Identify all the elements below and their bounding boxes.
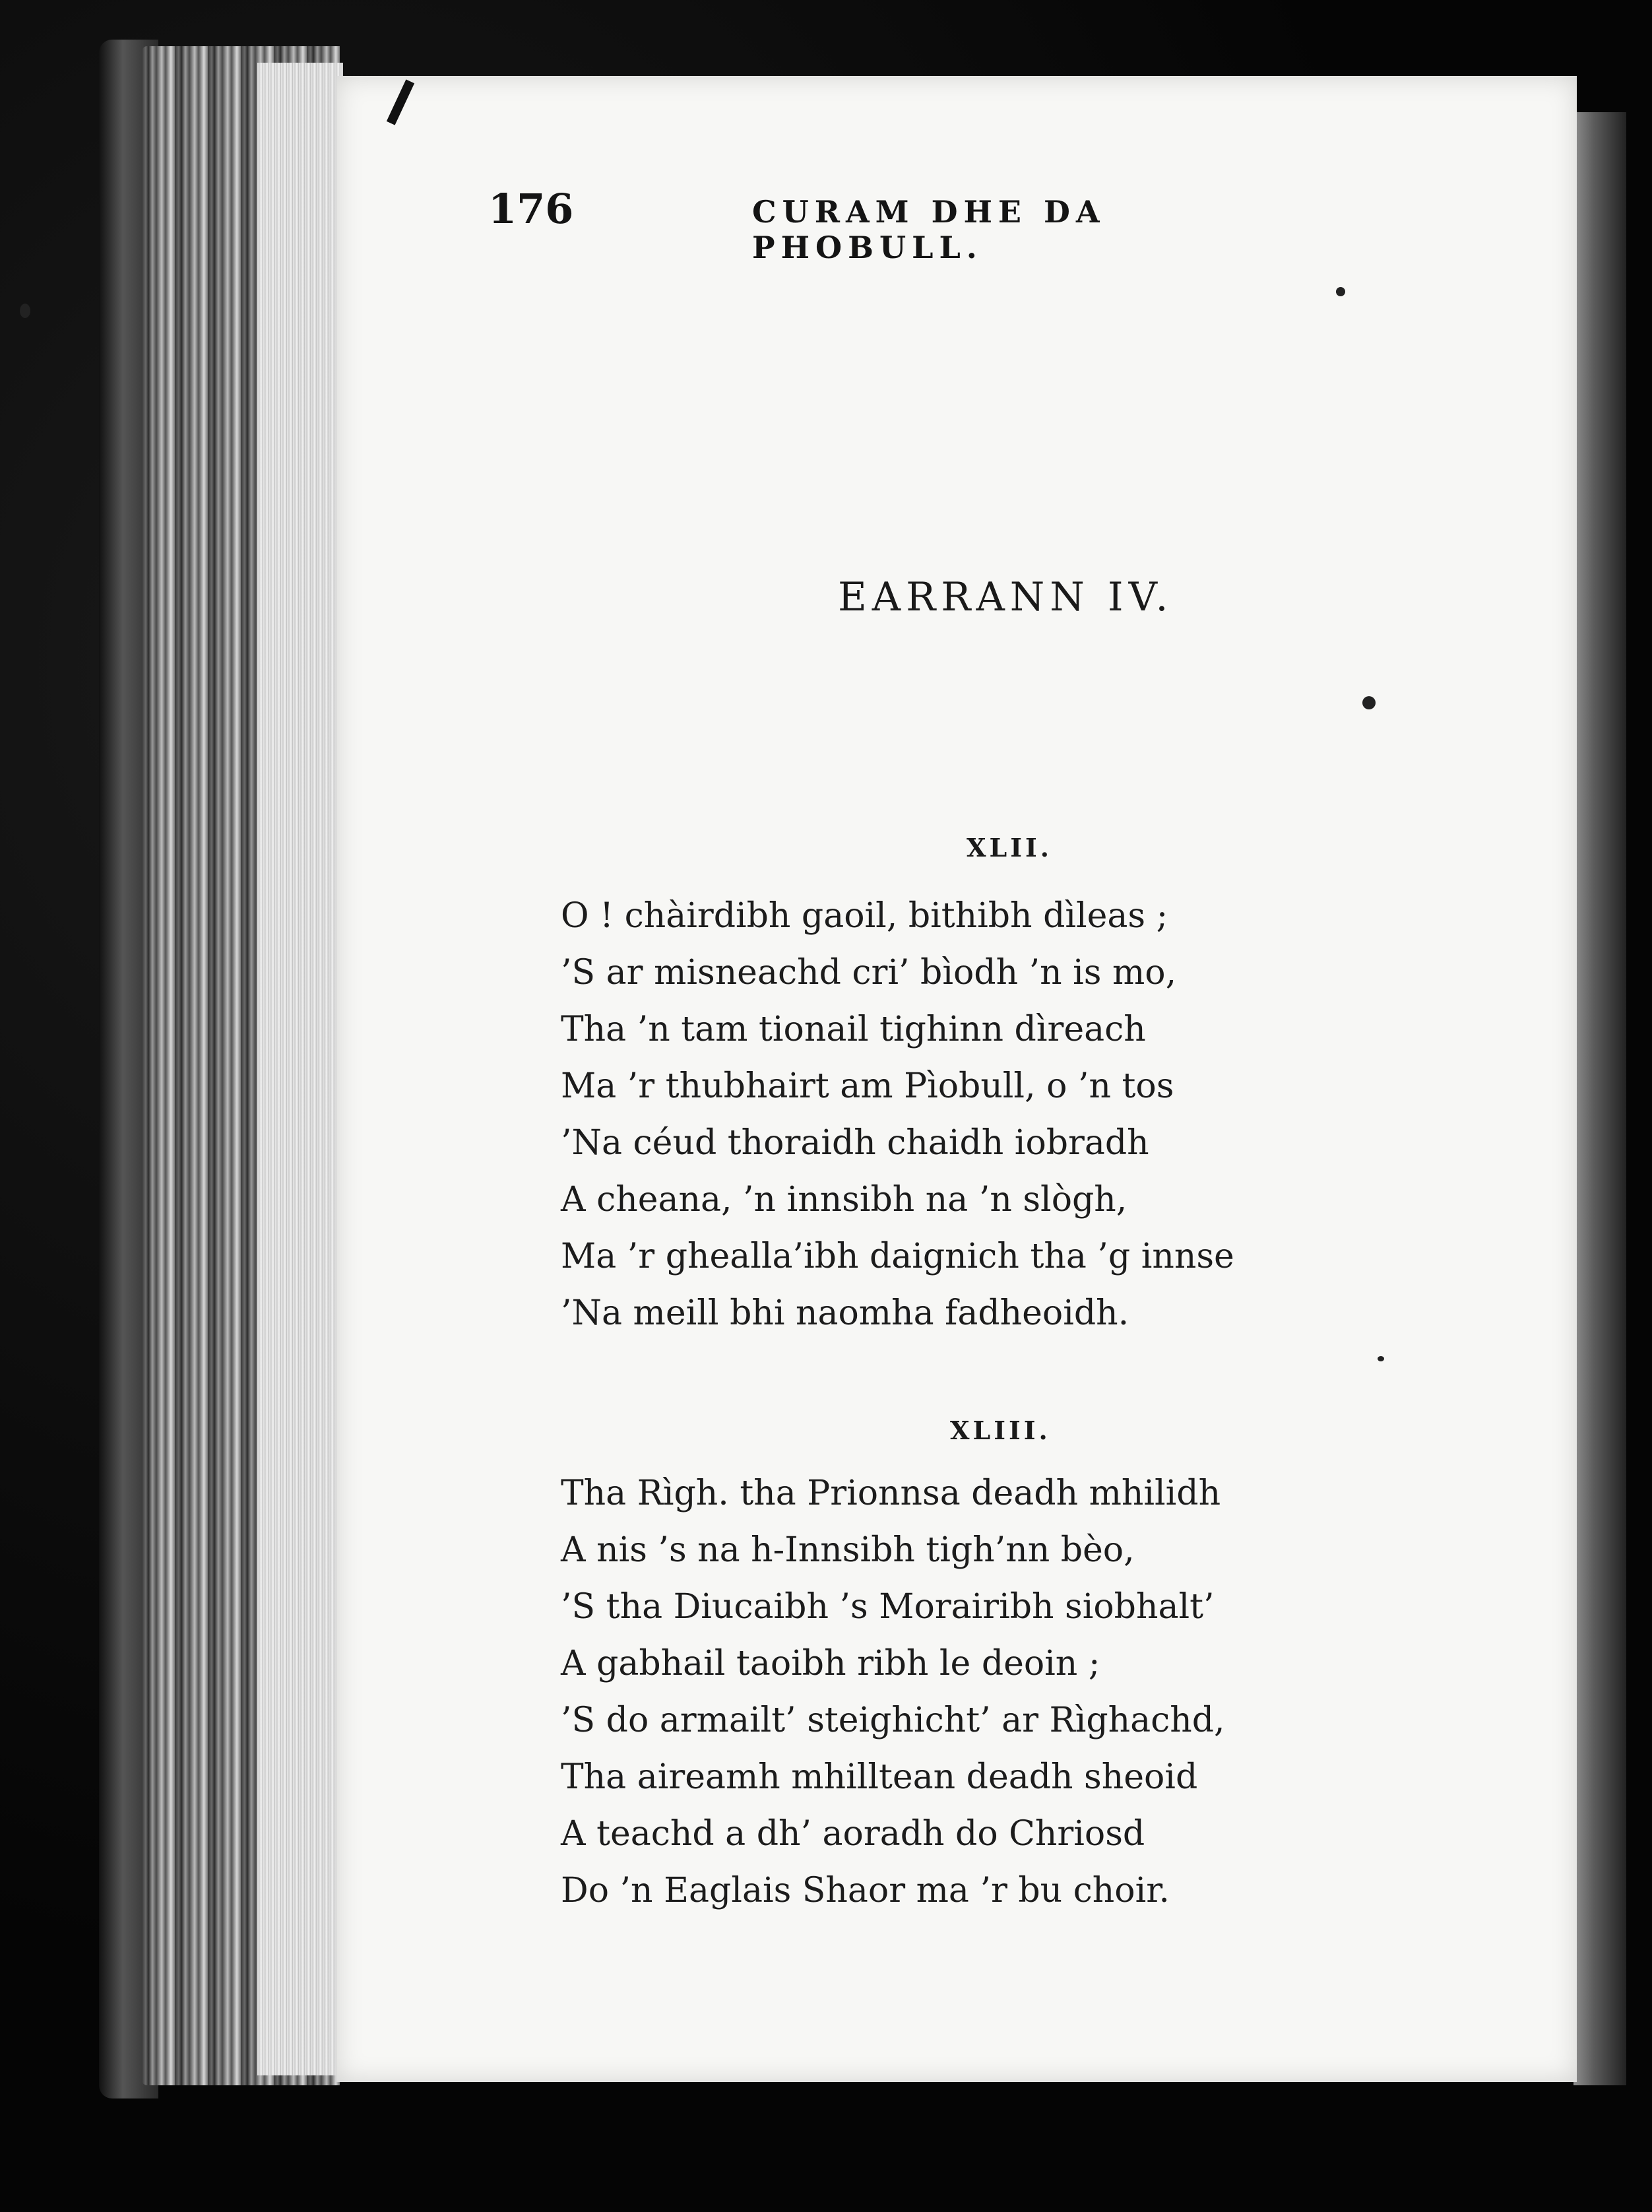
verse-line: Ma ’r thubhairt am Pìobull, o ’n tos (561, 1066, 1174, 1106)
stanza-number: XLIII. (950, 1415, 1051, 1445)
verse-line: ’S do armailt’ steighicht’ ar Rìghachd, (561, 1701, 1225, 1740)
page-edges-inner (257, 63, 343, 2075)
verse-line: Tha aireamh mhilltean deadh sheoid (561, 1757, 1198, 1797)
speck (20, 304, 30, 318)
verse-line: Tha ’n tam tionail tighinn dìreach (561, 1010, 1146, 1049)
running-title: CURAM DHE DA PHOBULL. (752, 194, 1106, 265)
verse-line: ’S ar misneachd cri’ bìodh ’n is mo, (561, 953, 1177, 992)
stanza-number: XLII. (967, 833, 1052, 862)
page-number: 176 (488, 185, 574, 233)
verse-line: ’Na meill bhi naomha fadheoidh. (561, 1293, 1129, 1333)
verse-line: O ! chàirdibh gaoil, bithibh dìleas ; (561, 896, 1168, 936)
verse-line: A cheana, ’n innsibh na ’n slògh, (561, 1180, 1128, 1220)
section-title: EARRANN IV. (838, 574, 1174, 620)
verse-line: Ma ’r ghealla’ibh daignich tha ’g innse (561, 1237, 1234, 1276)
verse-line: Tha Rìgh. tha Prionnsa deadh mhilidh (561, 1474, 1221, 1513)
stanza (561, 888, 1352, 1342)
verse-line: A teachd a dh’ aoradh do Chriosd (561, 1814, 1145, 1854)
speck (1378, 1356, 1384, 1361)
verse-line: A gabhail taoibh ribh le deoin ; (561, 1644, 1100, 1683)
stanza (561, 1465, 1352, 1919)
running-head (488, 185, 1339, 265)
verse-line: ’S tha Diucaibh ’s Morairibh siobhalt’ (561, 1587, 1215, 1627)
verse-line: ’Na céud thoraidh chaidh iobradh (561, 1123, 1149, 1163)
speck (1362, 696, 1376, 709)
speck (1336, 287, 1345, 296)
verse-line: A nis ’s na h-Innsibh tigh’nn bèo, (561, 1530, 1135, 1570)
verse-line: Do ’n Eaglais Shaor ma ’r bu choir. (561, 1871, 1170, 1910)
right-page-edge (1573, 112, 1626, 2085)
